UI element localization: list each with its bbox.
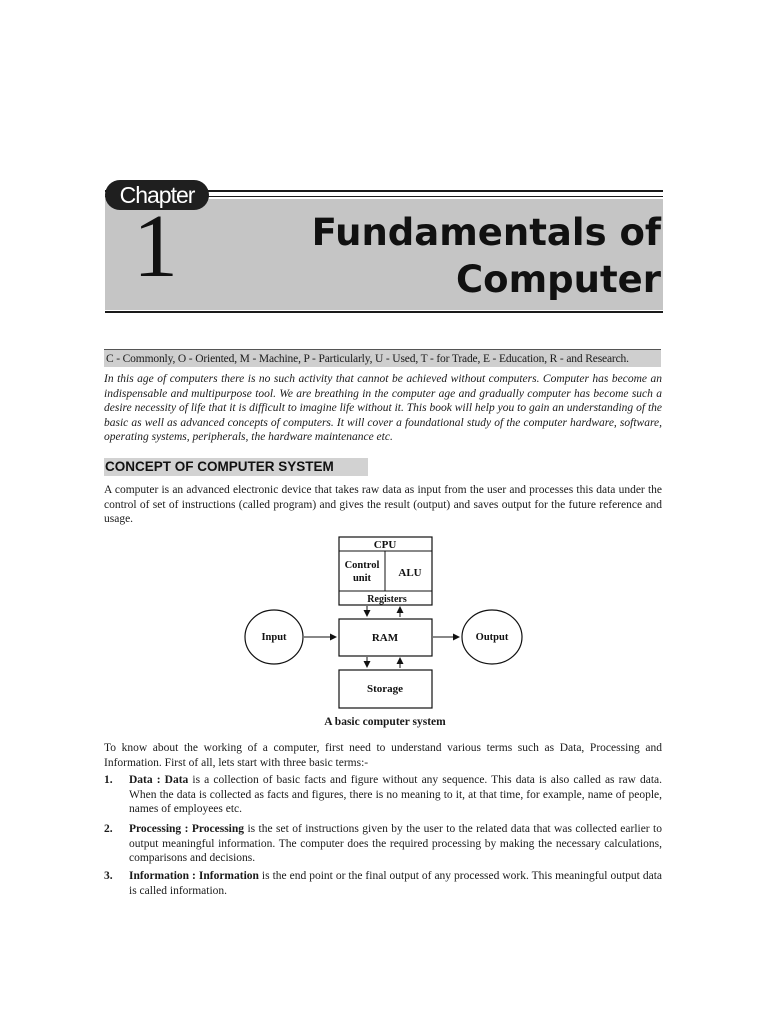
list-text: is the set of instructions given by the user to the related data that was collected earlier to output meaningful information. The computer does the required processing by making the necessary calculations, comparisons and decisions. <box>129 823 663 864</box>
section-heading: CONCEPT OF COMPUTER SYSTEM <box>104 458 368 476</box>
banner-rule <box>105 311 663 313</box>
chapter-label: Chapter <box>105 180 209 210</box>
list-term: Processing : Processing <box>129 823 245 835</box>
chapter-number: 1 <box>133 197 178 296</box>
chapter-title-line2: Computer <box>456 258 661 301</box>
list-number: 3. <box>104 870 113 882</box>
list-term: Data : Data <box>129 774 189 786</box>
input-label: Input <box>261 632 287 643</box>
chapter-banner <box>105 180 663 314</box>
output-label: Output <box>475 632 509 643</box>
computer-system-diagram <box>230 530 530 735</box>
body-paragraph: A computer is an advanced electronic device that takes raw data as input from the user and processes this data under the control of set of instructions (called program) and gives the result (output) and saves output for the future reference and usage. <box>104 484 662 525</box>
registers-label: Registers <box>367 594 407 605</box>
acronym-bar: C - Commonly, O - Oriented, M - Machine, P - Particularly, U - Used, T - for Trade, E - Education, R - and Research. <box>104 349 661 367</box>
intro-paragraph: In this age of computers there is no such activity that cannot be achieved without computers. Computer has become an indispensable and multipurpose tool. We are breathing in the computer age and gradually computer has become such a desire necessity of life that it is difficult to imagine life without it. This book will help you to gain an understanding of the basic as well as advanced concepts of computers. It will cover a foundational study of the computer hardware, software, operating systems, peripherals, the hardware maintenance etc. <box>104 373 662 443</box>
list-item <box>104 869 662 898</box>
control-unit-label: Control <box>344 560 380 571</box>
list-item <box>104 773 662 817</box>
list-number: 1. <box>104 774 113 786</box>
body-paragraph: To know about the working of a computer, first need to understand various terms such as Data, Processing and Information. First of all, lets start with three basic terms:- <box>104 742 662 769</box>
list-term: Information : Information <box>129 870 259 882</box>
control-unit-label: unit <box>352 573 372 584</box>
list-text: is a collection of basic facts and figure without any sequence. This data is also called as raw data. When the data is collected as facts and figures, there is no meaning to it, at that time, for example, name of people, names of employees etc. <box>129 774 662 815</box>
diagram-svg <box>230 530 530 735</box>
storage-label: Storage <box>366 683 404 695</box>
diagram-caption: A basic computer system <box>324 716 446 728</box>
ram-label: RAM <box>371 632 399 644</box>
list-number: 2. <box>104 823 113 835</box>
chapter-title-line1: Fundamentals of <box>311 211 661 254</box>
list-item <box>104 822 662 866</box>
cpu-label: CPU <box>373 539 397 551</box>
list-text: is the end point or the final output of any processed work. This meaningful output data is called information. <box>129 870 662 897</box>
alu-label: ALU <box>398 567 422 579</box>
